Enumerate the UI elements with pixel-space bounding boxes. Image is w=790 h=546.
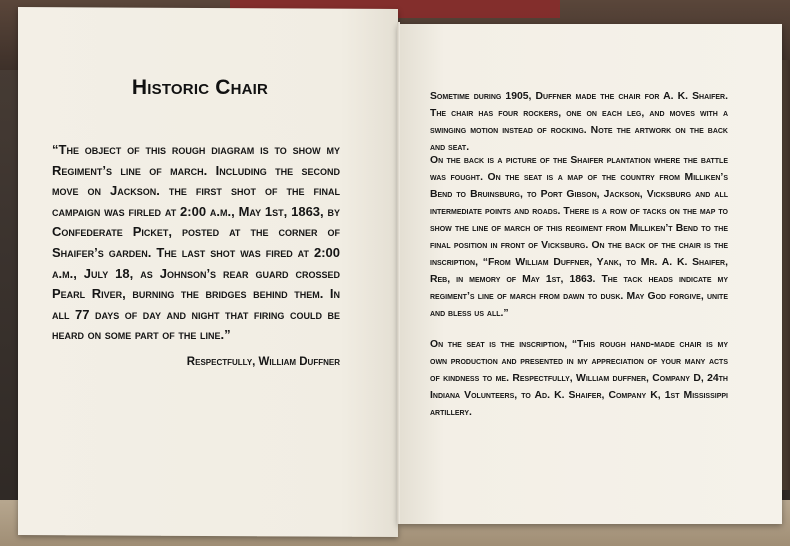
history-paragraph-3: On the seat is the inscription, “This rough hand-made chair is my own production and presented in my appreciation of your many acts of kindness to me. Respectfully, William duffner, Company D, 24th Indiana Volunteers, to Ad. K. Shaifer, Company K, 1st Mississippi artillery. bbox=[430, 339, 728, 418]
history-paragraph-1: Sometime during 1905, Duffner made the chair for A. K. Shaifer. The chair has four rockers, one on each leg, and moves with a swinging motion instead of rocking. Note the artwork on the back and seat. bbox=[430, 91, 728, 153]
quote-signature: Respectfully, William Duffner bbox=[186, 356, 340, 368]
card-fold bbox=[397, 22, 400, 524]
duffner-quote: “The object of this rough diagram is to show my Regiment’s line of march. Including the second move on Jackson. the first shot of the final campaign was firled at 2:00 a.m., May 1st, 1863, by Confederate Picket, posted at the corner of Shaifer’s garden. The last shot was fired at 2:00 a.m., July 18, as Johnson’s rear guard crossed Pearl River, burning the bridges behind them. In all 77 days of day and night that firing could be heard on some part of the line.” bbox=[52, 142, 340, 343]
card-title: Historic Chair bbox=[131, 76, 269, 99]
history-paragraph-2: On the back is a picture of the Shaifer plantation where the battle was fought. On the seat is a map of the country from Milliken’s Bend to Bruinsburg, to Port Gibson, Jackson, Vicksburg and all intermediate points and roads. There is a row of tacks on the map to show the line of march of this regiment from Milliken’t Bend to the final position in front of Vicksburg. On the back of the chair is the inscription, “From William Duffner, Yank, to Mr. A. K. Shaifer, Reb, in memory of May 1st, 1863. The tack heads indicate my regiment’s line of march from dawn to dusk. May God forgive, unite and bless us all.” bbox=[430, 155, 728, 319]
